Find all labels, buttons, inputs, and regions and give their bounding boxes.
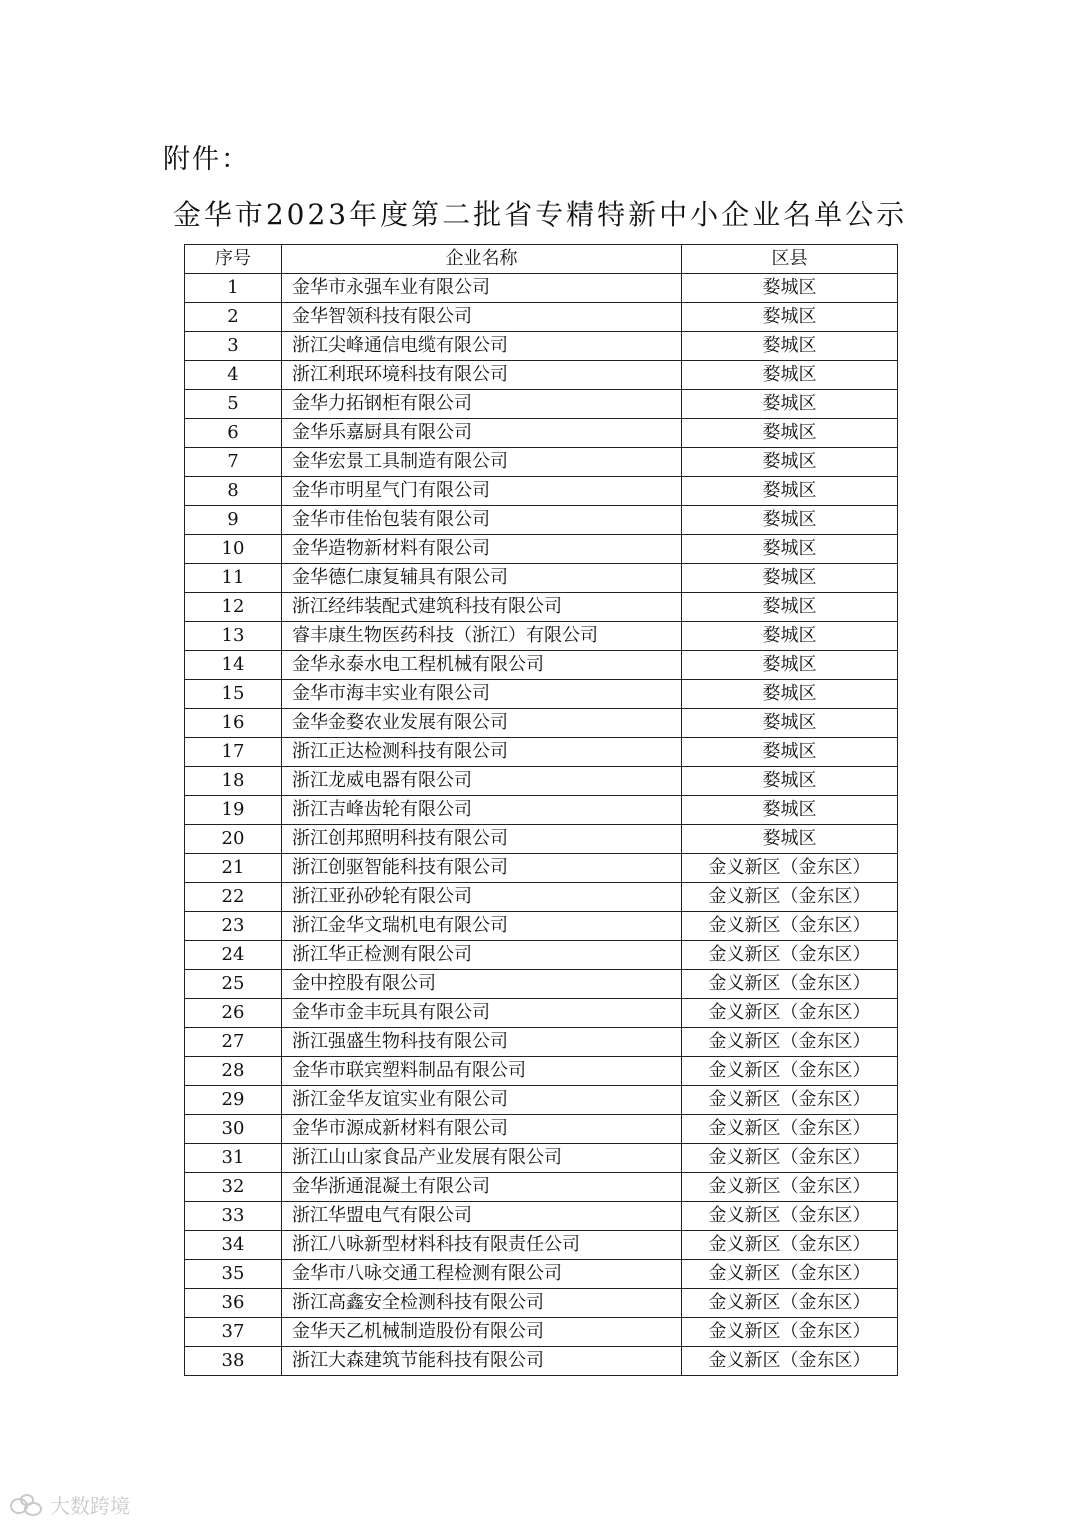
cell-district: 婺城区 bbox=[682, 651, 898, 680]
cell-company-name: 浙江强盛生物科技有限公司 bbox=[282, 1028, 682, 1057]
cell-serial: 34 bbox=[185, 1231, 282, 1260]
cell-district: 金义新区（金东区） bbox=[682, 1057, 898, 1086]
cell-district: 婺城区 bbox=[682, 680, 898, 709]
document-title: 金华市2023年度第二批省专精特新中小企业名单公示 bbox=[172, 198, 908, 231]
cell-district: 金义新区（金东区） bbox=[682, 999, 898, 1028]
cell-serial: 15 bbox=[185, 680, 282, 709]
cell-company-name: 金华市海丰实业有限公司 bbox=[282, 680, 682, 709]
cell-district: 金义新区（金东区） bbox=[682, 970, 898, 999]
cell-serial: 16 bbox=[185, 709, 282, 738]
cell-district: 婺城区 bbox=[682, 274, 898, 303]
table-row bbox=[185, 1057, 898, 1086]
cell-district: 婺城区 bbox=[682, 303, 898, 332]
company-list-table bbox=[184, 244, 898, 1376]
cell-district: 金义新区（金东区） bbox=[682, 1231, 898, 1260]
cell-serial: 30 bbox=[185, 1115, 282, 1144]
cell-serial: 12 bbox=[185, 593, 282, 622]
table-row bbox=[185, 477, 898, 506]
watermark bbox=[10, 1490, 130, 1519]
cell-company-name: 金华永泰水电工程机械有限公司 bbox=[282, 651, 682, 680]
table-row bbox=[185, 1144, 898, 1173]
table-row bbox=[185, 1318, 898, 1347]
cell-serial: 35 bbox=[185, 1260, 282, 1289]
cell-serial: 28 bbox=[185, 1057, 282, 1086]
cell-serial: 29 bbox=[185, 1086, 282, 1115]
cell-district: 婺城区 bbox=[682, 361, 898, 390]
cell-company-name: 金华市联宾塑料制品有限公司 bbox=[282, 1057, 682, 1086]
cell-district: 婺城区 bbox=[682, 332, 898, 361]
table-row bbox=[185, 738, 898, 767]
cell-company-name: 浙江山山家食品产业发展有限公司 bbox=[282, 1144, 682, 1173]
table-row bbox=[185, 999, 898, 1028]
cell-company-name: 金华乐嘉厨具有限公司 bbox=[282, 419, 682, 448]
cell-company-name: 浙江华盟电气有限公司 bbox=[282, 1202, 682, 1231]
cell-company-name: 金华宏景工具制造有限公司 bbox=[282, 448, 682, 477]
table-row bbox=[185, 1260, 898, 1289]
table-row bbox=[185, 506, 898, 535]
table-row bbox=[185, 1347, 898, 1376]
cell-company-name: 浙江高鑫安全检测科技有限公司 bbox=[282, 1289, 682, 1318]
cell-company-name: 浙江正达检测科技有限公司 bbox=[282, 738, 682, 767]
cell-company-name: 金华浙通混凝土有限公司 bbox=[282, 1173, 682, 1202]
cell-district: 婺城区 bbox=[682, 825, 898, 854]
cell-company-name: 金华市永强车业有限公司 bbox=[282, 274, 682, 303]
cell-serial: 3 bbox=[185, 332, 282, 361]
cell-serial: 37 bbox=[185, 1318, 282, 1347]
cell-district: 婺城区 bbox=[682, 593, 898, 622]
cell-serial: 18 bbox=[185, 767, 282, 796]
table-row bbox=[185, 1086, 898, 1115]
table-row bbox=[185, 1028, 898, 1057]
table-row bbox=[185, 854, 898, 883]
table-row bbox=[185, 303, 898, 332]
cell-district: 金义新区（金东区） bbox=[682, 1086, 898, 1115]
cell-district: 金义新区（金东区） bbox=[682, 1028, 898, 1057]
cell-district: 婺城区 bbox=[682, 448, 898, 477]
cell-serial: 11 bbox=[185, 564, 282, 593]
cell-company-name: 金华市源成新材料有限公司 bbox=[282, 1115, 682, 1144]
cell-district: 婺城区 bbox=[682, 535, 898, 564]
table-row bbox=[185, 361, 898, 390]
cell-district: 婺城区 bbox=[682, 738, 898, 767]
table-row bbox=[185, 680, 898, 709]
cell-company-name: 金华市明星气门有限公司 bbox=[282, 477, 682, 506]
cell-serial: 25 bbox=[185, 970, 282, 999]
cell-district: 婺城区 bbox=[682, 709, 898, 738]
table-row bbox=[185, 535, 898, 564]
table-row bbox=[185, 1173, 898, 1202]
cell-district: 金义新区（金东区） bbox=[682, 1289, 898, 1318]
cell-district: 金义新区（金东区） bbox=[682, 912, 898, 941]
cell-serial: 1 bbox=[185, 274, 282, 303]
table-row bbox=[185, 709, 898, 738]
cell-district: 婺城区 bbox=[682, 419, 898, 448]
attachment-label: 附件： bbox=[163, 144, 250, 175]
cell-serial: 38 bbox=[185, 1347, 282, 1376]
table-row bbox=[185, 970, 898, 999]
cell-company-name: 浙江华正检测有限公司 bbox=[282, 941, 682, 970]
table-row bbox=[185, 941, 898, 970]
table-row bbox=[185, 390, 898, 419]
cell-district: 金义新区（金东区） bbox=[682, 854, 898, 883]
cell-district: 金义新区（金东区） bbox=[682, 1115, 898, 1144]
table-row bbox=[185, 1231, 898, 1260]
cell-district: 金义新区（金东区） bbox=[682, 1318, 898, 1347]
cell-company-name: 浙江亚孙砂轮有限公司 bbox=[282, 883, 682, 912]
cell-serial: 22 bbox=[185, 883, 282, 912]
cell-company-name: 浙江创邦照明科技有限公司 bbox=[282, 825, 682, 854]
table-row bbox=[185, 448, 898, 477]
cell-company-name: 金华力拓钢柜有限公司 bbox=[282, 390, 682, 419]
cell-district: 金义新区（金东区） bbox=[682, 883, 898, 912]
cell-company-name: 浙江吉峰齿轮有限公司 bbox=[282, 796, 682, 825]
cell-district: 婺城区 bbox=[682, 390, 898, 419]
table-row bbox=[185, 796, 898, 825]
cell-serial: 31 bbox=[185, 1144, 282, 1173]
cell-district: 婺城区 bbox=[682, 622, 898, 651]
cell-serial: 24 bbox=[185, 941, 282, 970]
cell-company-name: 金华市八咏交通工程检测有限公司 bbox=[282, 1260, 682, 1289]
cell-serial: 20 bbox=[185, 825, 282, 854]
table-row bbox=[185, 593, 898, 622]
cell-district: 婺城区 bbox=[682, 796, 898, 825]
cell-company-name: 金华德仁康复辅具有限公司 bbox=[282, 564, 682, 593]
cell-serial: 17 bbox=[185, 738, 282, 767]
cell-district: 金义新区（金东区） bbox=[682, 1144, 898, 1173]
table-body bbox=[185, 274, 898, 1376]
cell-district: 金义新区（金东区） bbox=[682, 1173, 898, 1202]
table-row bbox=[185, 651, 898, 680]
cell-serial: 26 bbox=[185, 999, 282, 1028]
cell-district: 金义新区（金东区） bbox=[682, 941, 898, 970]
cell-district: 金义新区（金东区） bbox=[682, 1260, 898, 1289]
cell-district: 金义新区（金东区） bbox=[682, 1202, 898, 1231]
table-row bbox=[185, 912, 898, 941]
cell-company-name: 浙江大森建筑节能科技有限公司 bbox=[282, 1347, 682, 1376]
cell-company-name: 浙江金华文瑞机电有限公司 bbox=[282, 912, 682, 941]
table-row bbox=[185, 332, 898, 361]
cell-serial: 19 bbox=[185, 796, 282, 825]
cell-company-name: 睿丰康生物医药科技（浙江）有限公司 bbox=[282, 622, 682, 651]
table-row bbox=[185, 883, 898, 912]
weibo-style-logo-icon bbox=[10, 1494, 44, 1516]
cell-serial: 33 bbox=[185, 1202, 282, 1231]
cell-company-name: 浙江经纬装配式建筑科技有限公司 bbox=[282, 593, 682, 622]
cell-company-name: 金华造物新材料有限公司 bbox=[282, 535, 682, 564]
cell-company-name: 浙江尖峰通信电缆有限公司 bbox=[282, 332, 682, 361]
cell-serial: 36 bbox=[185, 1289, 282, 1318]
table-row bbox=[185, 564, 898, 593]
cell-company-name: 金华市金丰玩具有限公司 bbox=[282, 999, 682, 1028]
cell-company-name: 浙江八咏新型材料科技有限责任公司 bbox=[282, 1231, 682, 1260]
cell-company-name: 浙江利珉环境科技有限公司 bbox=[282, 361, 682, 390]
table-row bbox=[185, 1289, 898, 1318]
cell-serial: 6 bbox=[185, 419, 282, 448]
watermark-text: 大数跨境 bbox=[50, 1494, 130, 1518]
table-row bbox=[185, 767, 898, 796]
cell-serial: 8 bbox=[185, 477, 282, 506]
cell-district: 婺城区 bbox=[682, 564, 898, 593]
table-row bbox=[185, 825, 898, 854]
column-header-district: 区县 bbox=[682, 245, 898, 274]
table-row bbox=[185, 622, 898, 651]
cell-company-name: 金华天乙机械制造股份有限公司 bbox=[282, 1318, 682, 1347]
table-row bbox=[185, 274, 898, 303]
cell-district: 婺城区 bbox=[682, 506, 898, 535]
cell-serial: 14 bbox=[185, 651, 282, 680]
cell-serial: 13 bbox=[185, 622, 282, 651]
cell-serial: 10 bbox=[185, 535, 282, 564]
cell-company-name: 浙江金华友谊实业有限公司 bbox=[282, 1086, 682, 1115]
cell-serial: 21 bbox=[185, 854, 282, 883]
cell-serial: 23 bbox=[185, 912, 282, 941]
cell-serial: 2 bbox=[185, 303, 282, 332]
cell-district: 婺城区 bbox=[682, 477, 898, 506]
table-row bbox=[185, 1115, 898, 1144]
table-row bbox=[185, 419, 898, 448]
cell-company-name: 金华市佳怡包装有限公司 bbox=[282, 506, 682, 535]
cell-district: 金义新区（金东区） bbox=[682, 1347, 898, 1376]
cell-serial: 32 bbox=[185, 1173, 282, 1202]
cell-serial: 9 bbox=[185, 506, 282, 535]
cell-company-name: 金华智领科技有限公司 bbox=[282, 303, 682, 332]
cell-company-name: 金华金婺农业发展有限公司 bbox=[282, 709, 682, 738]
column-header-serial: 序号 bbox=[185, 245, 282, 274]
cell-serial: 5 bbox=[185, 390, 282, 419]
cell-serial: 7 bbox=[185, 448, 282, 477]
cell-serial: 4 bbox=[185, 361, 282, 390]
table-row bbox=[185, 1202, 898, 1231]
cell-serial: 27 bbox=[185, 1028, 282, 1057]
table-header-row bbox=[185, 245, 898, 274]
cell-company-name: 浙江创驱智能科技有限公司 bbox=[282, 854, 682, 883]
cell-company-name: 浙江龙威电器有限公司 bbox=[282, 767, 682, 796]
cell-company-name: 金中控股有限公司 bbox=[282, 970, 682, 999]
column-header-company: 企业名称 bbox=[282, 245, 682, 274]
cell-district: 婺城区 bbox=[682, 767, 898, 796]
